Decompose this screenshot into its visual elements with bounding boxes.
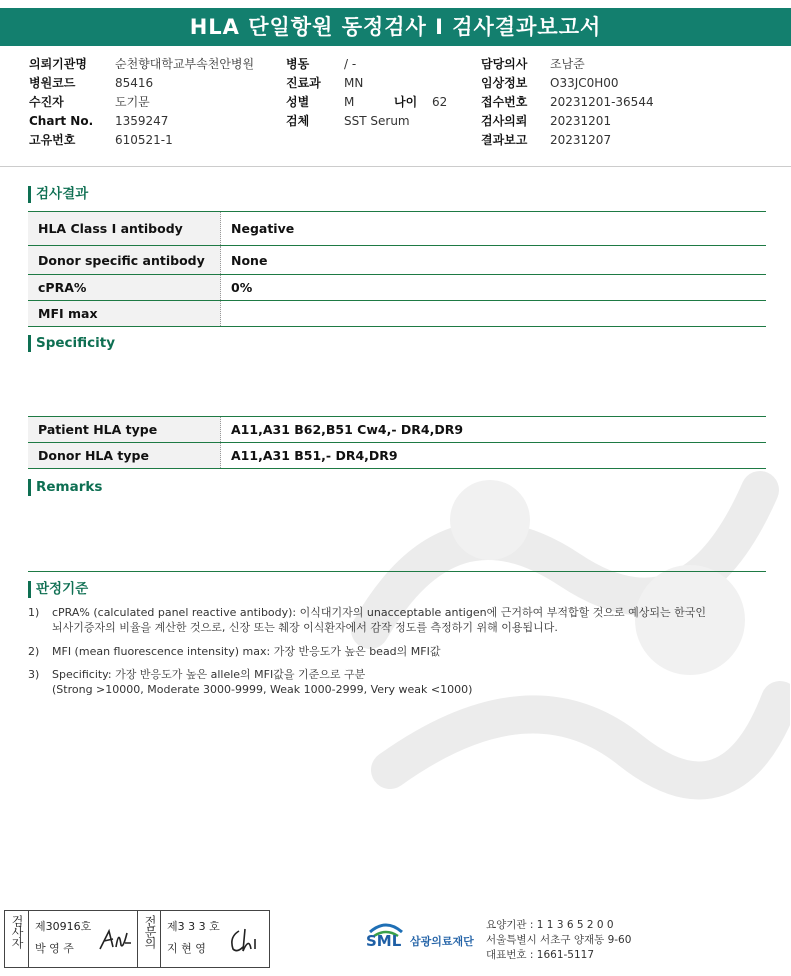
section-specificity-title: Specificity xyxy=(28,335,115,352)
sml-logo-icon xyxy=(366,920,406,956)
value-sex: M xyxy=(344,95,355,109)
table-row xyxy=(28,301,766,327)
criteria-item-3 xyxy=(28,667,472,697)
signature-box xyxy=(4,910,270,968)
value-unique-no: 610521-1 xyxy=(115,133,173,147)
report-title: HLA 단일항원 동정검사 I 검사결과보고서 xyxy=(0,8,791,46)
result-value: None xyxy=(221,246,767,275)
table-row xyxy=(28,443,766,469)
criteria-text: 뇌사기증자의 비율을 계산한 것으로, 신장 또는 췌장 이식환자에서 감작 정도를 측정하기 위해 이용됩니다. xyxy=(52,621,558,634)
label-age: 나이 xyxy=(394,95,418,109)
logo-text: SML xyxy=(366,932,402,950)
reviewer-signature xyxy=(227,925,263,955)
value-age: 62 xyxy=(432,95,448,109)
hla-value: A11,A31 B62,B51 Cw4,- DR4,DR9 xyxy=(221,417,767,443)
table-row xyxy=(28,417,766,443)
reviewer-name: 지 현 영 xyxy=(167,942,206,955)
header-col3-values xyxy=(550,55,654,150)
value-department: MN xyxy=(344,76,364,90)
value-clinical-info: O33JC0H00 xyxy=(550,76,619,90)
value-patient: 도기문 xyxy=(115,95,150,109)
result-value: Negative xyxy=(221,212,767,246)
result-value: 0% xyxy=(221,275,767,301)
result-label: cPRA% xyxy=(28,275,221,301)
header-col3 xyxy=(481,55,527,150)
result-label: MFI max xyxy=(28,301,221,327)
hla-table xyxy=(28,417,766,469)
label-patient: 수진자 xyxy=(29,95,64,109)
value-chart-no: 1359247 xyxy=(115,114,169,128)
header-col2 xyxy=(286,55,321,131)
section-remarks-title: Remarks xyxy=(28,479,102,496)
inspector-license: 제30916호 xyxy=(35,920,92,933)
reviewer-label: 전문의 xyxy=(143,915,157,948)
hla-label: Patient HLA type xyxy=(28,417,221,443)
label-department: 진료과 xyxy=(286,76,321,90)
label-clinical-info: 임상정보 xyxy=(481,76,528,90)
org-address: 서울특별시 서초구 양재동 9-60 xyxy=(486,934,632,946)
value-request-date: 20231201 xyxy=(550,114,612,128)
reviewer-cell xyxy=(161,911,268,967)
criteria-text: Specificity: 가장 반응도가 높은 allele의 MFI값을 기준으로 구분 xyxy=(52,668,366,681)
org-phone: 대표번호 : 1661-5117 xyxy=(486,949,595,961)
result-label: HLA Class I antibody xyxy=(28,212,221,246)
header-col1-values xyxy=(115,55,254,150)
section-results-title: 검사결과 xyxy=(28,186,88,203)
result-label: Donor specific antibody xyxy=(28,246,221,275)
criteria-number: 1) xyxy=(28,606,40,619)
results-table xyxy=(28,212,766,327)
label-doctor: 담당의사 xyxy=(481,57,528,71)
value-report-date: 20231207 xyxy=(550,133,612,147)
table-row xyxy=(28,212,766,246)
value-receipt-no: 20231201-36544 xyxy=(550,95,654,109)
org-name: 삼광의료재단 xyxy=(410,935,474,948)
section-criteria-title: 판정기준 xyxy=(28,581,88,598)
inspector-name: 박 영 주 xyxy=(35,942,74,955)
header-divider xyxy=(0,166,791,167)
criteria-item-1 xyxy=(28,605,706,635)
reviewer-license: 제3 3 3 호 xyxy=(167,920,220,933)
label-specimen: 검체 xyxy=(286,114,310,128)
value-institution: 순천향대학교부속천안병원 xyxy=(115,57,255,71)
label-sex: 성별 xyxy=(286,95,310,109)
table-row xyxy=(28,275,766,301)
inspector-label: 검사자 xyxy=(10,915,24,948)
value-specimen: SST Serum xyxy=(344,114,410,128)
criteria-text: (Strong >10000, Moderate 3000-9999, Weak 1000-2999, Very weak <1000) xyxy=(52,683,473,696)
label-request-date: 검사의뢰 xyxy=(481,114,528,128)
org-info xyxy=(486,918,631,963)
label-chart-no: Chart No. xyxy=(29,114,94,128)
reviewer-label-cell xyxy=(138,911,161,967)
label-unique-no: 고유번호 xyxy=(29,133,76,147)
label-ward: 병동 xyxy=(286,57,310,71)
table-row xyxy=(28,246,766,275)
label-report-date: 결과보고 xyxy=(481,133,528,147)
value-ward: / - xyxy=(344,57,357,71)
criteria-top-line xyxy=(28,571,766,572)
value-doctor: 조남준 xyxy=(550,57,585,71)
result-value xyxy=(221,301,767,327)
inspector-label-cell xyxy=(5,911,29,967)
criteria-item-2 xyxy=(28,644,440,659)
label-hospital-code: 병원코드 xyxy=(29,76,76,90)
org-code: 요양기관 : 1 1 3 6 5 2 0 0 xyxy=(486,919,614,931)
criteria-text: MFI (mean fluorescence intensity) max: 가장 반응도가 높은 bead의 MFI값 xyxy=(52,645,441,658)
label-institution: 의뢰기관명 xyxy=(29,57,87,71)
label-receipt-no: 접수번호 xyxy=(481,95,528,109)
value-hospital-code: 85416 xyxy=(115,76,154,90)
header-col1 xyxy=(29,55,93,150)
inspector-signature xyxy=(97,925,133,955)
criteria-number: 3) xyxy=(28,668,40,681)
hla-value: A11,A31 B51,- DR4,DR9 xyxy=(221,443,767,469)
inspector-cell xyxy=(29,911,138,967)
hla-label: Donor HLA type xyxy=(28,443,221,469)
criteria-text: cPRA% (calculated panel reactive antibody): 이식대기자의 unacceptable antigen에 근거하여 부적합할 것으로 예상되는 한국인 xyxy=(52,606,706,619)
criteria-number: 2) xyxy=(28,645,40,658)
